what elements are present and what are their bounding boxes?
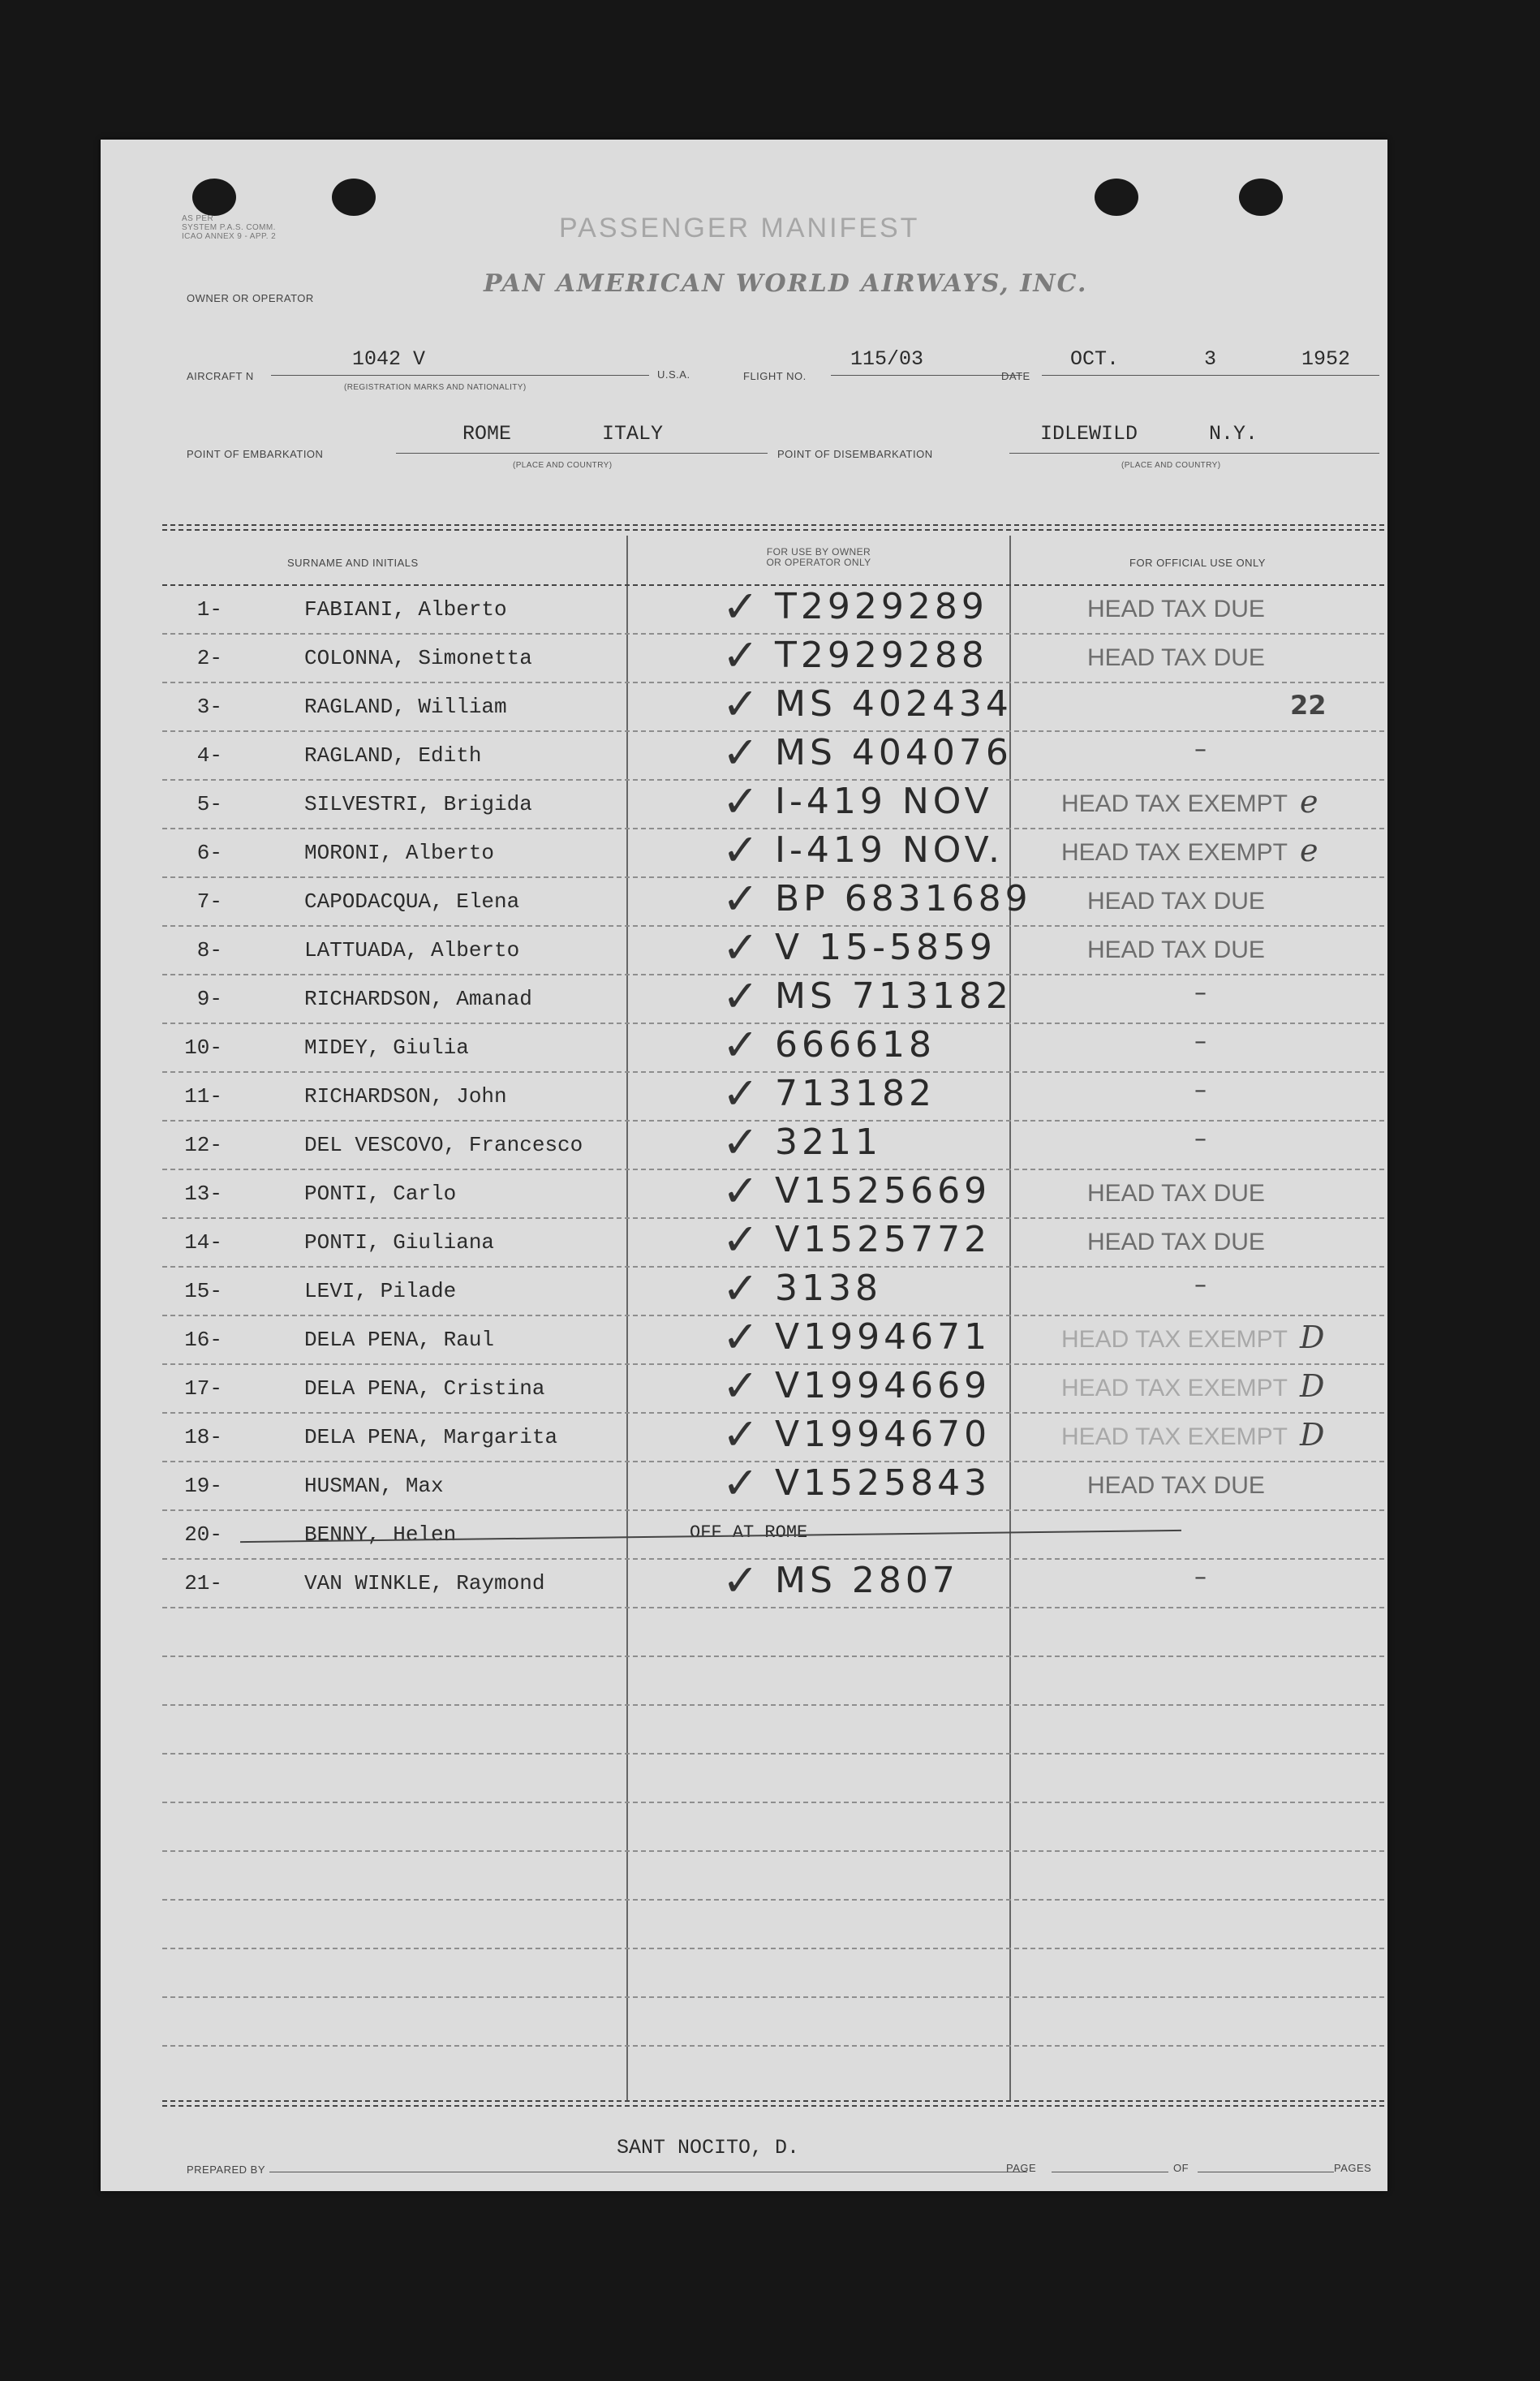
row-rule <box>162 1899 1384 1901</box>
passenger-name: PONTI, Giuliana <box>304 1230 495 1255</box>
official-stamp: HEAD TAX DUE <box>1087 1180 1265 1207</box>
aircraft-label: AIRCRAFT N <box>187 370 254 382</box>
row-rule <box>162 1802 1384 1803</box>
passenger-name: CAPODACQUA, Elena <box>304 889 520 914</box>
passenger-name: SILVESTRI, Brigida <box>304 792 532 816</box>
passenger-name: RAGLAND, Edith <box>304 743 482 768</box>
pages-label: PAGES <box>1334 2162 1372 2174</box>
table-row <box>162 922 1384 974</box>
check-mark-icon: ✓ <box>722 1457 759 1509</box>
authority-note: AS PER SYSTEM P.A.S. COMM. ICAO ANNEX 9 - APP. 2 <box>182 214 277 241</box>
row-number: 9- <box>196 987 222 1011</box>
official-note: D <box>1300 1417 1325 1453</box>
row-number: 21- <box>184 1571 222 1595</box>
row-rule <box>162 1704 1384 1706</box>
disembark-underline <box>1009 453 1379 454</box>
passenger-name: DELA PENA, Margarita <box>304 1425 558 1449</box>
row-rule <box>162 1996 1384 1998</box>
owner-use-entry: V 15-5859 <box>775 927 996 968</box>
check-mark-icon: ✓ <box>722 873 759 924</box>
manifest-sheet <box>101 140 1387 2191</box>
passenger-name: COLONNA, Simonetta <box>304 646 532 670</box>
row-number: 12- <box>184 1133 222 1157</box>
official-stamp: HEAD TAX EXEMPT <box>1061 839 1288 866</box>
passenger-name: MIDEY, Giulia <box>304 1035 469 1060</box>
embark-underline <box>396 453 768 454</box>
check-mark-icon: ✓ <box>722 1019 759 1070</box>
official-stamp: HEAD TAX DUE <box>1087 1229 1265 1255</box>
row-number: 14- <box>184 1230 222 1255</box>
check-mark-icon: ✓ <box>722 1311 759 1363</box>
owner-use-entry: BP 6831689 <box>775 878 1032 919</box>
official-stamp: HEAD TAX EXEMPT <box>1061 790 1288 817</box>
owner-use-entry: T2929289 <box>775 586 988 627</box>
owner-use-entry: V1525772 <box>775 1219 992 1260</box>
date-label: DATE <box>1001 370 1030 382</box>
prepared-by-value: SANT NOCITO, D. <box>617 2136 800 2159</box>
official-stamp: HEAD TAX EXEMPT <box>1061 1375 1288 1401</box>
row-rule <box>162 1850 1384 1852</box>
row-rule <box>162 1948 1384 1949</box>
punch-hole <box>1239 179 1283 216</box>
official-stamp: HEAD TAX DUE <box>1087 644 1265 671</box>
row-number: 19- <box>184 1474 222 1498</box>
official-note: D <box>1300 1320 1325 1355</box>
row-number: 4- <box>196 743 222 768</box>
punch-hole <box>332 179 376 216</box>
check-mark-icon: ✓ <box>722 776 759 827</box>
row-rule <box>162 1656 1384 1657</box>
official-note: D <box>1300 1368 1325 1404</box>
aircraft-value: 1042 V <box>352 347 426 371</box>
country-label: U.S.A. <box>657 368 690 381</box>
check-mark-icon: ✓ <box>722 1117 759 1168</box>
owner-use-entry: I-419 NOV. <box>775 829 1004 871</box>
owner-use-entry: MS 2807 <box>775 1560 959 1601</box>
passenger-name: PONTI, Carlo <box>304 1182 457 1206</box>
table-row <box>162 1117 1384 1169</box>
row-number: 20- <box>184 1522 222 1547</box>
table-row <box>162 1457 1384 1509</box>
disembark-sub: (PLACE AND COUNTRY) <box>1121 461 1221 470</box>
table-row <box>162 1409 1384 1461</box>
embark-country: ITALY <box>602 422 664 446</box>
owner-use-entry: MS 713182 <box>775 975 1013 1017</box>
table-row <box>162 971 1384 1023</box>
check-mark-icon: ✓ <box>722 1165 759 1216</box>
official-stamp: HEAD TAX EXEMPT <box>1061 1423 1288 1450</box>
owner-use-entry: V1994670 <box>775 1414 992 1455</box>
table-row <box>162 873 1384 925</box>
row-rule <box>162 1607 1384 1608</box>
row-number: 18- <box>184 1425 222 1449</box>
owner-use-entry: I-419 NOV <box>775 781 993 822</box>
owner-label: OWNER OR OPERATOR <box>187 292 314 304</box>
row-number: 16- <box>184 1328 222 1352</box>
col-header-names: SURNAME AND INITIALS <box>287 557 419 569</box>
owner-use-entry: 713182 <box>775 1073 936 1114</box>
row-number: 5- <box>196 792 222 816</box>
dash-mark: – <box>1194 979 1207 1007</box>
dash-mark: – <box>1194 1563 1207 1591</box>
row-number: 13- <box>184 1182 222 1206</box>
check-mark-icon: ✓ <box>722 630 759 681</box>
table-row <box>162 1019 1384 1071</box>
punch-hole <box>1095 179 1138 216</box>
check-mark-icon: ✓ <box>722 1263 759 1314</box>
owner-use-entry: V1994671 <box>775 1316 992 1358</box>
passenger-name: FABIANI, Alberto <box>304 597 507 622</box>
table-row <box>162 581 1384 633</box>
passenger-name: LATTUADA, Alberto <box>304 938 520 962</box>
table-row <box>162 1214 1384 1266</box>
table-top-rule-2 <box>162 529 1384 531</box>
table-row <box>162 1555 1384 1607</box>
table-row <box>162 1165 1384 1217</box>
dash-mark: – <box>1194 735 1207 764</box>
check-mark-icon: ✓ <box>722 922 759 973</box>
owner-use-entry: T2929288 <box>775 635 988 676</box>
check-mark-icon: ✓ <box>722 971 759 1022</box>
official-stamp: HEAD TAX DUE <box>1087 1472 1265 1499</box>
owner-use-entry: MS 404076 <box>775 732 1013 773</box>
row-number: 1- <box>196 597 222 622</box>
check-mark-icon: ✓ <box>722 1214 759 1265</box>
owner-use-entry: V1994669 <box>775 1365 992 1406</box>
check-mark-icon: ✓ <box>722 1409 759 1460</box>
disembark-label: POINT OF DISEMBARKATION <box>777 448 933 460</box>
owner-use-entry: V1525843 <box>775 1462 992 1504</box>
table-row <box>162 1068 1384 1120</box>
passenger-name: DELA PENA, Raul <box>304 1328 495 1352</box>
row-number: 2- <box>196 646 222 670</box>
check-mark-icon: ✓ <box>722 825 759 876</box>
passenger-name: DEL VESCOVO, Francesco <box>304 1133 583 1157</box>
form-title: PASSENGER MANIFEST <box>559 213 920 243</box>
table-bottom-rule-2 <box>162 2105 1384 2107</box>
table-row <box>162 678 1384 730</box>
passenger-name: VAN WINKLE, Raymond <box>304 1571 545 1595</box>
check-mark-icon: ✓ <box>722 1555 759 1606</box>
of-label: OF <box>1173 2162 1189 2174</box>
owner-use-entry: 3211 <box>775 1122 882 1163</box>
flight-value: 115/03 <box>850 347 924 371</box>
col-header-official: FOR OFFICIAL USE ONLY <box>1129 557 1266 569</box>
passenger-name: BENNY, Helen <box>304 1522 457 1547</box>
table-row <box>162 1311 1384 1363</box>
official-note: e <box>1300 784 1318 820</box>
owner-use-entry: OFF AT ROME <box>690 1522 808 1543</box>
col-header-owner: FOR USE BY OWNER OR OPERATOR ONLY <box>766 546 871 568</box>
row-number: 7- <box>196 889 222 914</box>
table-row <box>162 1360 1384 1412</box>
date-day: 3 <box>1204 347 1217 371</box>
check-mark-icon: ✓ <box>722 1360 759 1411</box>
row-number: 8- <box>196 938 222 962</box>
flight-underline <box>831 375 1022 376</box>
row-number: 6- <box>196 841 222 865</box>
table-row <box>162 630 1384 682</box>
dash-mark: – <box>1194 1125 1207 1153</box>
date-month: OCT. <box>1070 347 1120 371</box>
passenger-name: RICHARDSON, Amanad <box>304 987 532 1011</box>
row-rule <box>162 1753 1384 1755</box>
official-note: 22 <box>1290 690 1327 721</box>
table-row <box>162 1263 1384 1315</box>
table-row <box>162 776 1384 828</box>
embark-sub: (PLACE AND COUNTRY) <box>513 461 613 470</box>
passenger-name: LEVI, Pilade <box>304 1279 457 1303</box>
official-stamp: HEAD TAX DUE <box>1087 936 1265 963</box>
row-number: 11- <box>184 1084 222 1109</box>
date-year: 1952 <box>1301 347 1351 371</box>
row-number: 3- <box>196 695 222 719</box>
embark-city: ROME <box>462 422 512 446</box>
passenger-name: HUSMAN, Max <box>304 1474 444 1498</box>
date-underline <box>1042 375 1379 376</box>
passenger-name: MORONI, Alberto <box>304 841 495 865</box>
passenger-name: DELA PENA, Cristina <box>304 1376 545 1401</box>
row-number: 15- <box>184 1279 222 1303</box>
passenger-name: RICHARDSON, John <box>304 1084 507 1109</box>
table-bottom-rule <box>162 2100 1384 2102</box>
check-mark-icon: ✓ <box>722 727 759 778</box>
owner-use-entry: 3138 <box>775 1268 882 1309</box>
flight-label: FLIGHT NO. <box>743 370 807 382</box>
embark-label: POINT OF EMBARKATION <box>187 448 324 460</box>
punch-hole <box>192 179 236 216</box>
page-label: PAGE <box>1006 2162 1037 2174</box>
dash-mark: – <box>1194 1076 1207 1104</box>
prepared-by-label: PREPARED BY <box>187 2164 266 2176</box>
table-top-rule <box>162 524 1384 526</box>
aircraft-sub: (REGISTRATION MARKS AND NATIONALITY) <box>344 383 527 392</box>
company-name: PAN AMERICAN WORLD AIRWAYS, INC. <box>484 269 1088 298</box>
disembark-city: IDLEWILD <box>1040 422 1138 446</box>
official-note: e <box>1300 833 1318 868</box>
check-mark-icon: ✓ <box>722 678 759 730</box>
check-mark-icon: ✓ <box>722 581 759 632</box>
aircraft-underline <box>271 375 649 376</box>
table-row <box>162 727 1384 779</box>
official-stamp: HEAD TAX EXEMPT <box>1061 1326 1288 1353</box>
row-number: 10- <box>184 1035 222 1060</box>
row-number: 17- <box>184 1376 222 1401</box>
official-stamp: HEAD TAX DUE <box>1087 888 1265 915</box>
dash-mark: – <box>1194 1027 1207 1056</box>
dash-mark: – <box>1194 1271 1207 1299</box>
row-rule <box>162 2045 1384 2047</box>
official-stamp: HEAD TAX DUE <box>1087 596 1265 622</box>
owner-use-entry: V1525669 <box>775 1170 992 1212</box>
owner-use-entry: 666618 <box>775 1024 936 1066</box>
disembark-state: N.Y. <box>1209 422 1258 446</box>
passenger-name: RAGLAND, William <box>304 695 507 719</box>
owner-use-entry: MS 402434 <box>775 683 1013 725</box>
check-mark-icon: ✓ <box>722 1068 759 1119</box>
table-row <box>162 825 1384 876</box>
table-row <box>162 1509 1384 1558</box>
